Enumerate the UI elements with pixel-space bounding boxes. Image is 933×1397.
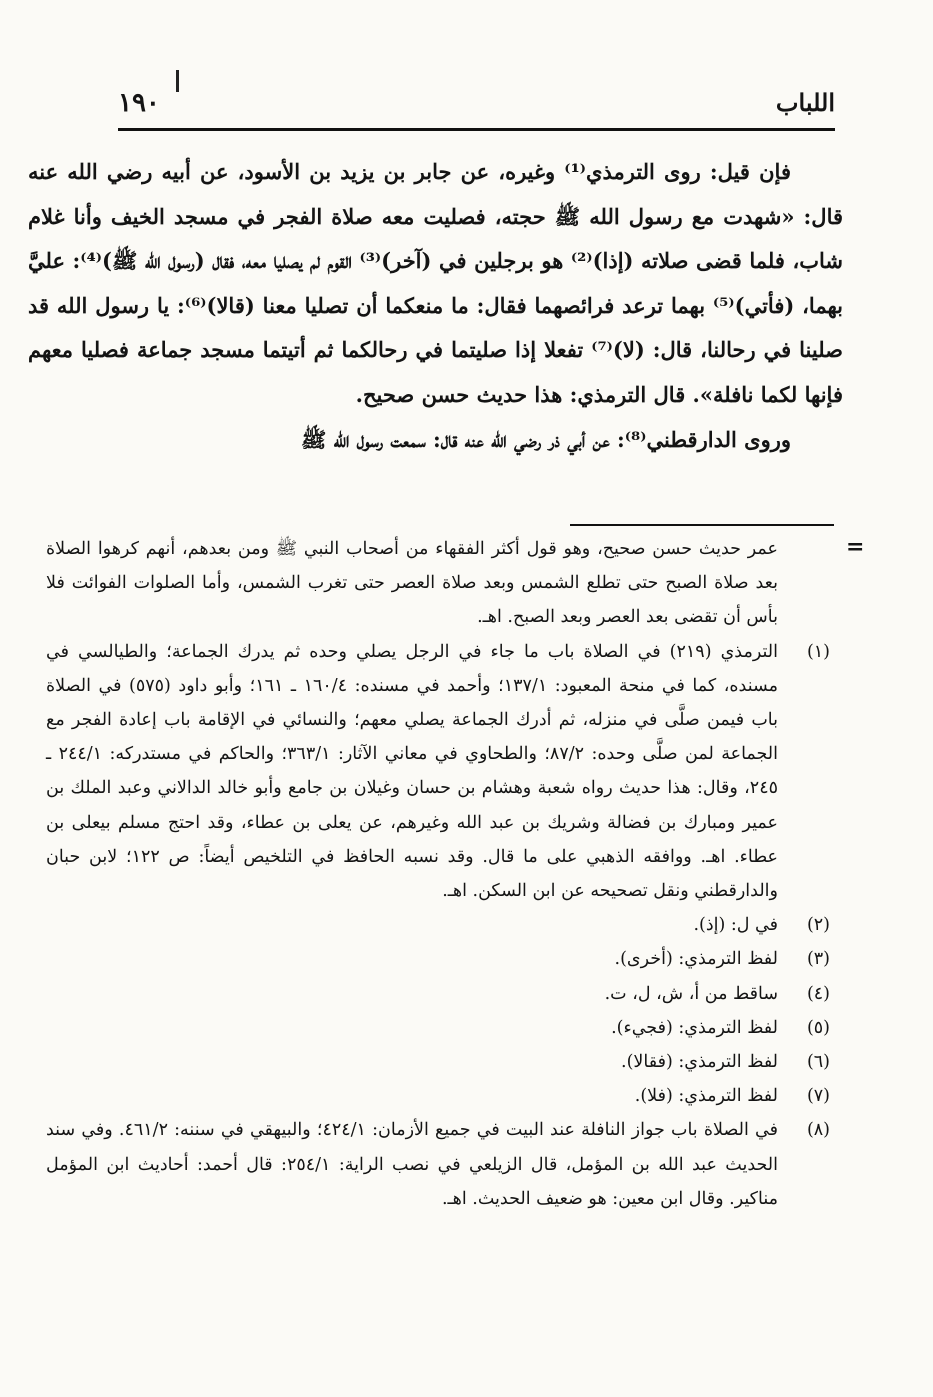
footnotes — [46, 532, 830, 1216]
main-paragraph: فإن قيل: روى الترمذي⁽¹⁾ وغيره، عن جابر بن يزيد بن الأسود، عن أبيه رضي الله عنه قال: «شهدت مع رسول الله ﷺ حجته، فصليت معه صلاة الفجر في مسجد الخيف وأنا غلام شاب، فلما قضى صلاته (إذا)⁽²⁾ هو برجلين في (آخر)⁽³⁾ القوم لم يصليا معه، فقال (رسول الله ﷺ)⁽⁴⁾: عليَّ بهما، (فأتي)⁽⁵⁾ بهما ترعد فرائصهما فقال: ما منعكما أن تصليا معنا (قالا)⁽⁶⁾: يا رسول الله قد صلينا في رحالنا، قال: (لا)⁽⁷⁾ تفعلا إذا صليتما في رحالكما ثم أتيتما مسجد جماعة فصليا معهم فإنها لكما نافلة». قال الترمذي: هذا حديث حسن صحيح. — [28, 159, 843, 407]
footnote-text: لفظ الترمذي: (فجيء). — [611, 1017, 778, 1038]
footnote-number: (٦) — [806, 1052, 830, 1073]
page-number: ١٩٠ — [118, 88, 160, 118]
footnote-text: لفظ الترمذي: (فقالا). — [621, 1052, 778, 1073]
footnote-item — [46, 908, 830, 942]
footnote-number: (١) — [806, 641, 830, 662]
footnote-text: في الصلاة باب جواز النافلة عند البيت في جميع الأزمان: ٤٢٤/١؛ والبيهقي في سننه: ٤٦١/٢. وفي سند الحديث عبد الله بن المؤمل، قال الزيلعي في نصب الراية: ٢٥٤/١: قال أحمد: أحاديث ابن المؤمل مناكير. وقال ابن معين: هو ضعيف الحديث. اهـ. — [46, 1120, 778, 1209]
footnote-text: الترمذي (٢١٩) في الصلاة باب ما جاء في الرجل يصلي وحده ثم يدرك الجماعة؛ والطيالسي في مسنده، كما في منحة المعبود: ١٣٧/١؛ وأحمد في مسنده: ١٦٠/٤ ـ ١٦١؛ وأبو داود (٥٧٥) في الصلاة باب فيمن صلَّى في منزله، ثم أدرك الجماعة يصلي معهم؛ والنسائي في الإقامة باب إعادة الفجر مع الجماعة لمن صلَّى وحده: ٨٧/٢؛ والطحاوي في معاني الآثار: ٣٦٣/١؛ والحاكم في مستدركه: ٢٤٤/١ ـ ٢٤٥، وقال: هذا حديث رواه شعبة وهشام بن حسان وغيلان بن جامع وأبو خالد الدالاني وعبد الملك بن عمير ومبارك بن فضالة وشريك بن عبد الله وغيرهم، عن يعلى بن عطاء، وقد احتج مسلم بيعلى بن عطاء. اهـ. ووافقه الذهبي على ما قال. وقد نسبه الحافظ في التلخيص أيضاً: ص ١٢٢؛ لابن حبان والدارقطني ونقل تصحيحه عن ابن السكن. اهـ. — [46, 641, 779, 902]
footnote-item — [46, 635, 830, 909]
footnote-separator — [570, 524, 834, 526]
footnote-item — [46, 1113, 830, 1216]
footnote-item — [46, 942, 830, 976]
main-paragraph: وروى الدارقطني⁽⁸⁾: عن أبي ذر رضي الله عنه قال: سمعت رسول الله ﷺ — [300, 426, 791, 452]
footnote-number: (٨) — [806, 1120, 830, 1141]
footnote-item — [46, 1011, 830, 1045]
footnote-text: لفظ الترمذي: (فلا). — [634, 1086, 778, 1107]
footnote-continuation — [46, 532, 830, 635]
footnote-number: (٧) — [806, 1086, 830, 1107]
footnote-text: في ل: (إذ). — [693, 915, 778, 936]
footnote-text: لفظ الترمذي: (أخرى). — [614, 949, 778, 970]
footnote-text: عمر حديث حسن صحيح، وهو قول أكثر الفقهاء من أصحاب النبي ﷺ ومن بعدهم، أنهم كرهوا الصلاة بعد صلاة الصبح حتى تطلع الشمس وبعد صلاة العصر حتى تغرب الشمس، وأما الصلوات الفوائت فلا بأس أن تقضى بعد العصر وبعد الصبح. اهـ. — [46, 539, 778, 628]
running-title: اللباب — [775, 88, 835, 117]
footnote-number: (٤) — [806, 983, 830, 1004]
footnote-item — [46, 1079, 830, 1113]
continuation-marker: = — [846, 534, 865, 560]
footnote-number: (٢) — [806, 915, 830, 936]
main-text — [28, 150, 843, 462]
footnote-item — [46, 1045, 830, 1079]
footnote-text: ساقط من أ، ش، ل، ت. — [604, 983, 778, 1004]
footnote-number: (٥) — [806, 1017, 830, 1038]
page-header — [118, 88, 835, 131]
footnote-item — [46, 977, 830, 1011]
footnote-number: (٣) — [806, 949, 830, 970]
